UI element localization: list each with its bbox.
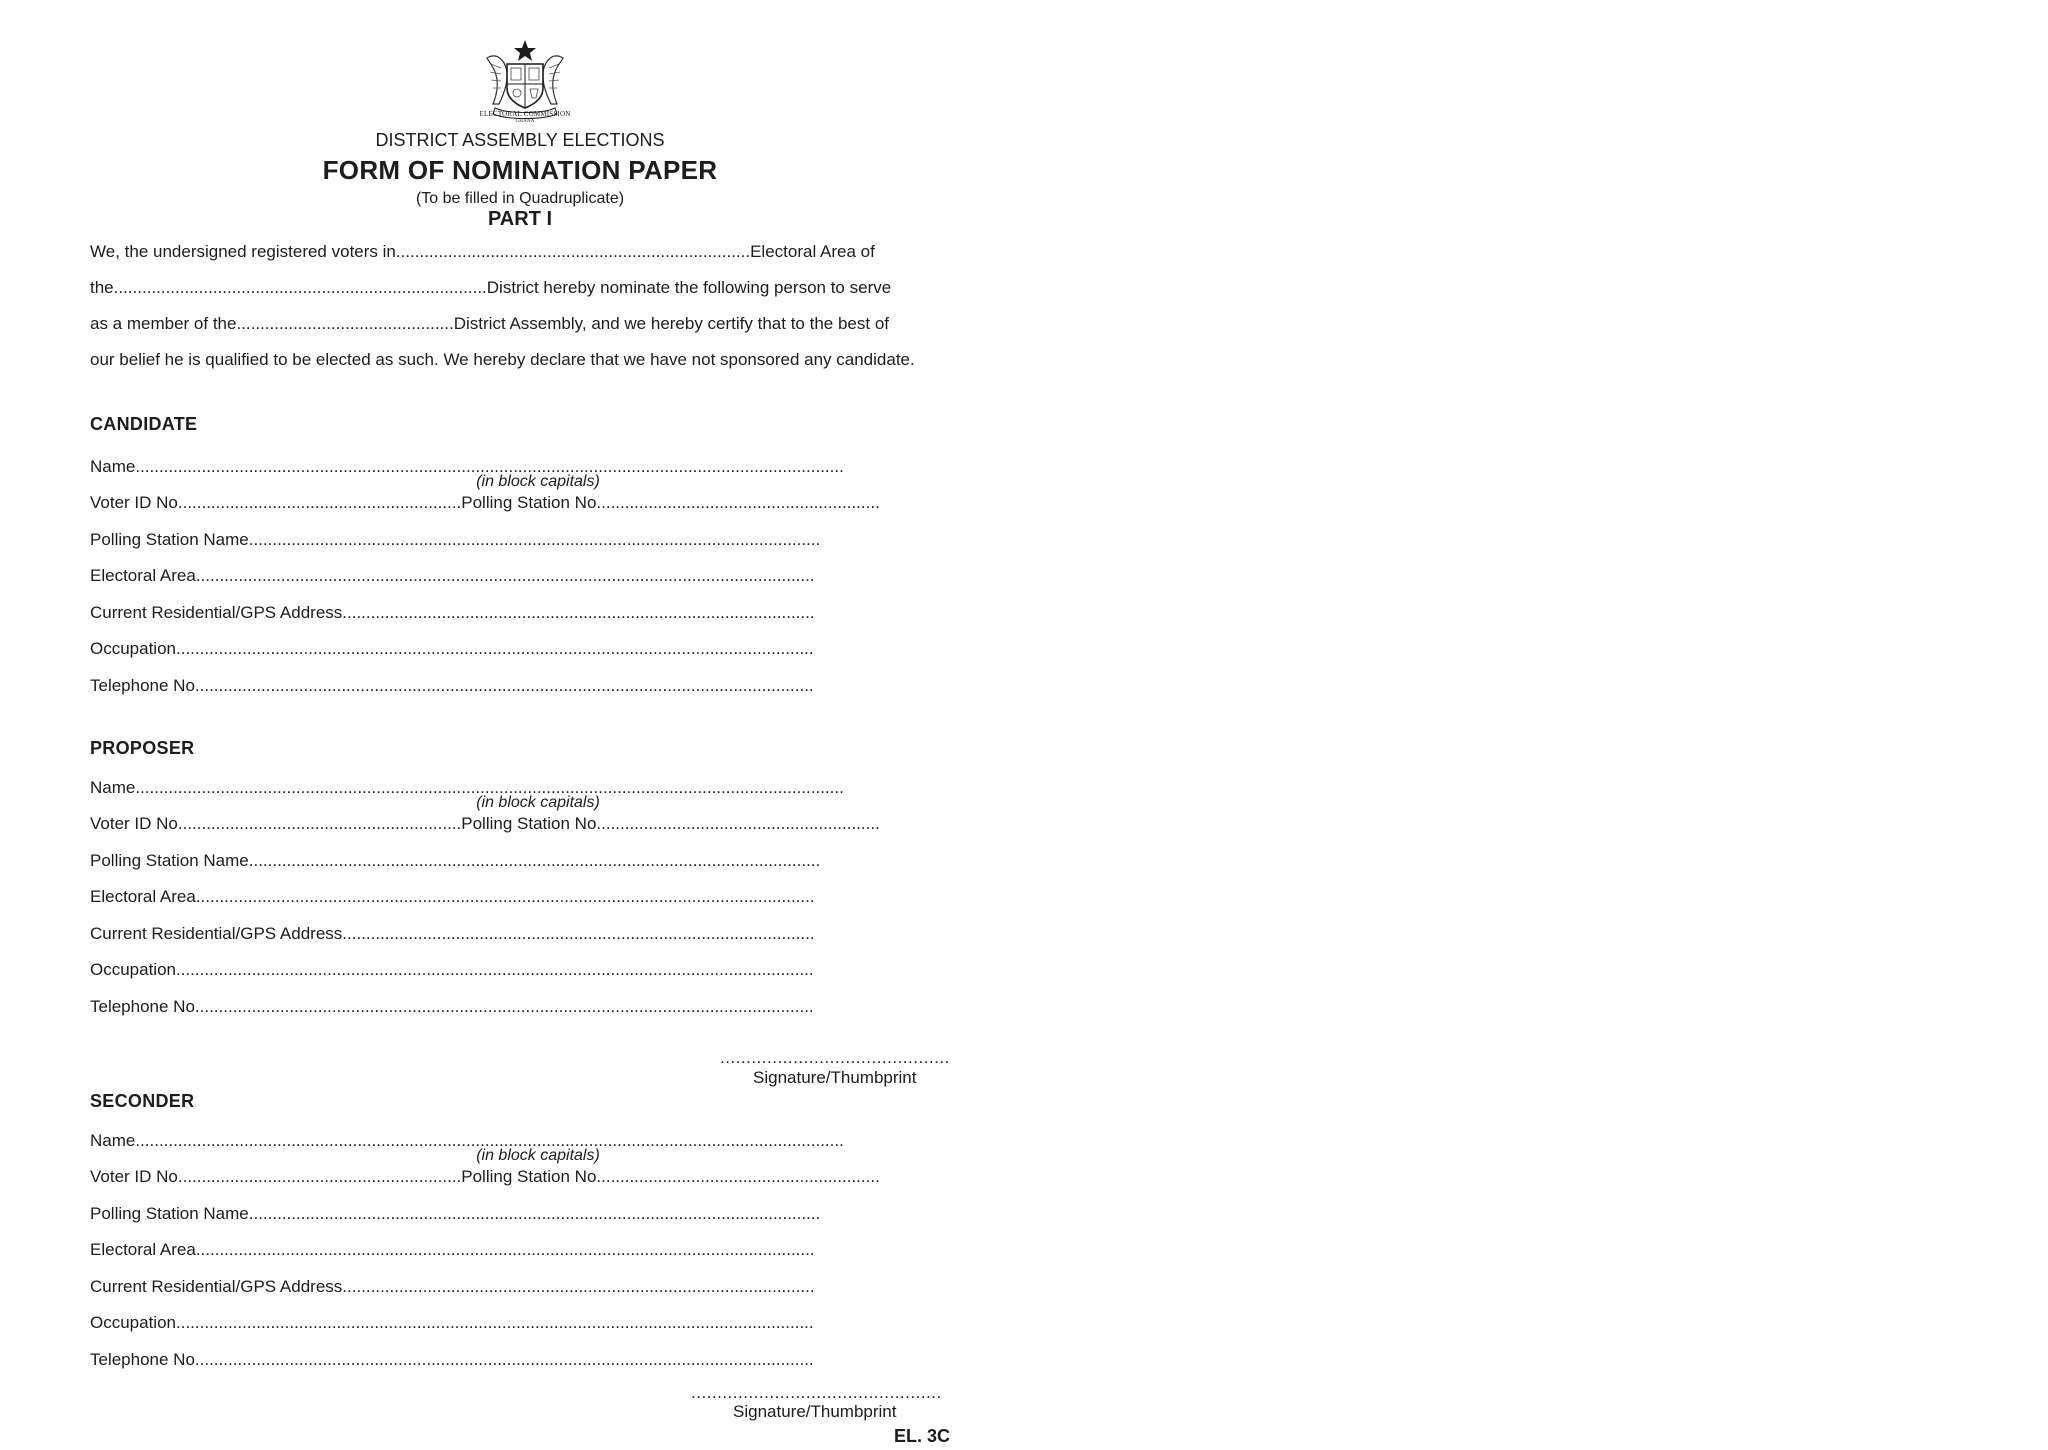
candidate-name-hint: (in block capitals) — [476, 473, 600, 490]
proposer-occupation-field: Occupation....................................................................................................................................... — [90, 960, 814, 979]
seconder-address-field: Current Residential/GPS Address.................................................................................................... — [90, 1277, 815, 1296]
part-heading: PART I — [487, 208, 553, 230]
declaration-line-4: our belief he is qualified to be elected as such. We hereby declare that we have not sponsored any candidate. — [90, 351, 915, 369]
seconder-occupation-field: Occupation....................................................................................................................................... — [90, 1313, 814, 1332]
declaration-line-1: We, the undersigned registered voters in...........................................................................Electoral Area of — [90, 242, 875, 261]
proposer-voter-id-field: Voter ID No............................................................Polling Station No............................................................ — [90, 814, 880, 833]
candidate-voter-id-field: Voter ID No............................................................Polling Station No............................................................ — [90, 493, 880, 512]
candidate-address-field: Current Residential/GPS Address.................................................................................................... — [90, 603, 815, 622]
candidate-polling-station-name-field: Polling Station Name......................................................................................................................... — [90, 530, 821, 549]
nomination-form — [90, 30, 950, 1450]
candidate-name-field: Name...................................................................................................................................................... — [90, 457, 844, 476]
form-instruction: (To be filled in Quadruplicate) — [415, 190, 625, 207]
proposer-heading: PROPOSER — [90, 738, 195, 758]
seconder-heading: SECONDER — [90, 1091, 195, 1111]
seconder-electoral-area-field: Electoral Area................................................................................................................................... — [90, 1240, 815, 1259]
declaration-line-3: as a member of the..............................................District Assembly, and we hereby certify that to the best of — [90, 314, 889, 333]
seconder-signature-line: ................................................ — [691, 1383, 942, 1402]
proposer-name-field: Name...................................................................................................................................................... — [90, 778, 844, 797]
seconder-telephone-field: Telephone No................................................................................................................................... — [90, 1350, 814, 1369]
proposer-signature-line: ............................................ — [720, 1048, 950, 1067]
proposer-telephone-field: Telephone No................................................................................................................................... — [90, 997, 814, 1016]
crest-sub-text: GHANA — [515, 119, 535, 124]
crest-caption — [466, 110, 584, 126]
proposer-polling-station-name-field: Polling Station Name......................................................................................................................... — [90, 851, 821, 870]
proposer-address-field: Current Residential/GPS Address.................................................................................................... — [90, 924, 815, 943]
candidate-occupation-field: Occupation....................................................................................................................................... — [90, 639, 814, 658]
form-title: FORM OF NOMINATION PAPER — [322, 155, 718, 185]
form-code: EL. 3C — [893, 1426, 950, 1446]
proposer-name-hint: (in block capitals) — [476, 794, 600, 811]
election-heading: DISTRICT ASSEMBLY ELECTIONS — [375, 130, 665, 150]
seconder-name-hint: (in block capitals) — [476, 1147, 600, 1164]
declaration-line-2: the...............................................................................District hereby nominate the following person to serve — [90, 278, 892, 297]
crest-caption-text: ELECTORAL COMMISSION — [479, 110, 571, 118]
proposer-signature-label: Signature/Thumbprint — [753, 1068, 917, 1087]
candidate-telephone-field: Telephone No................................................................................................................................... — [90, 676, 814, 695]
candidate-electoral-area-field: Electoral Area................................................................................................................................... — [90, 566, 815, 585]
seconder-voter-id-field: Voter ID No............................................................Polling Station No............................................................ — [90, 1167, 880, 1186]
candidate-heading: CANDIDATE — [90, 414, 198, 434]
seconder-polling-station-name-field: Polling Station Name......................................................................................................................... — [90, 1204, 821, 1223]
seconder-name-field: Name...................................................................................................................................................... — [90, 1131, 844, 1150]
seconder-signature-label: Signature/Thumbprint — [733, 1402, 897, 1421]
proposer-electoral-area-field: Electoral Area................................................................................................................................... — [90, 887, 815, 906]
